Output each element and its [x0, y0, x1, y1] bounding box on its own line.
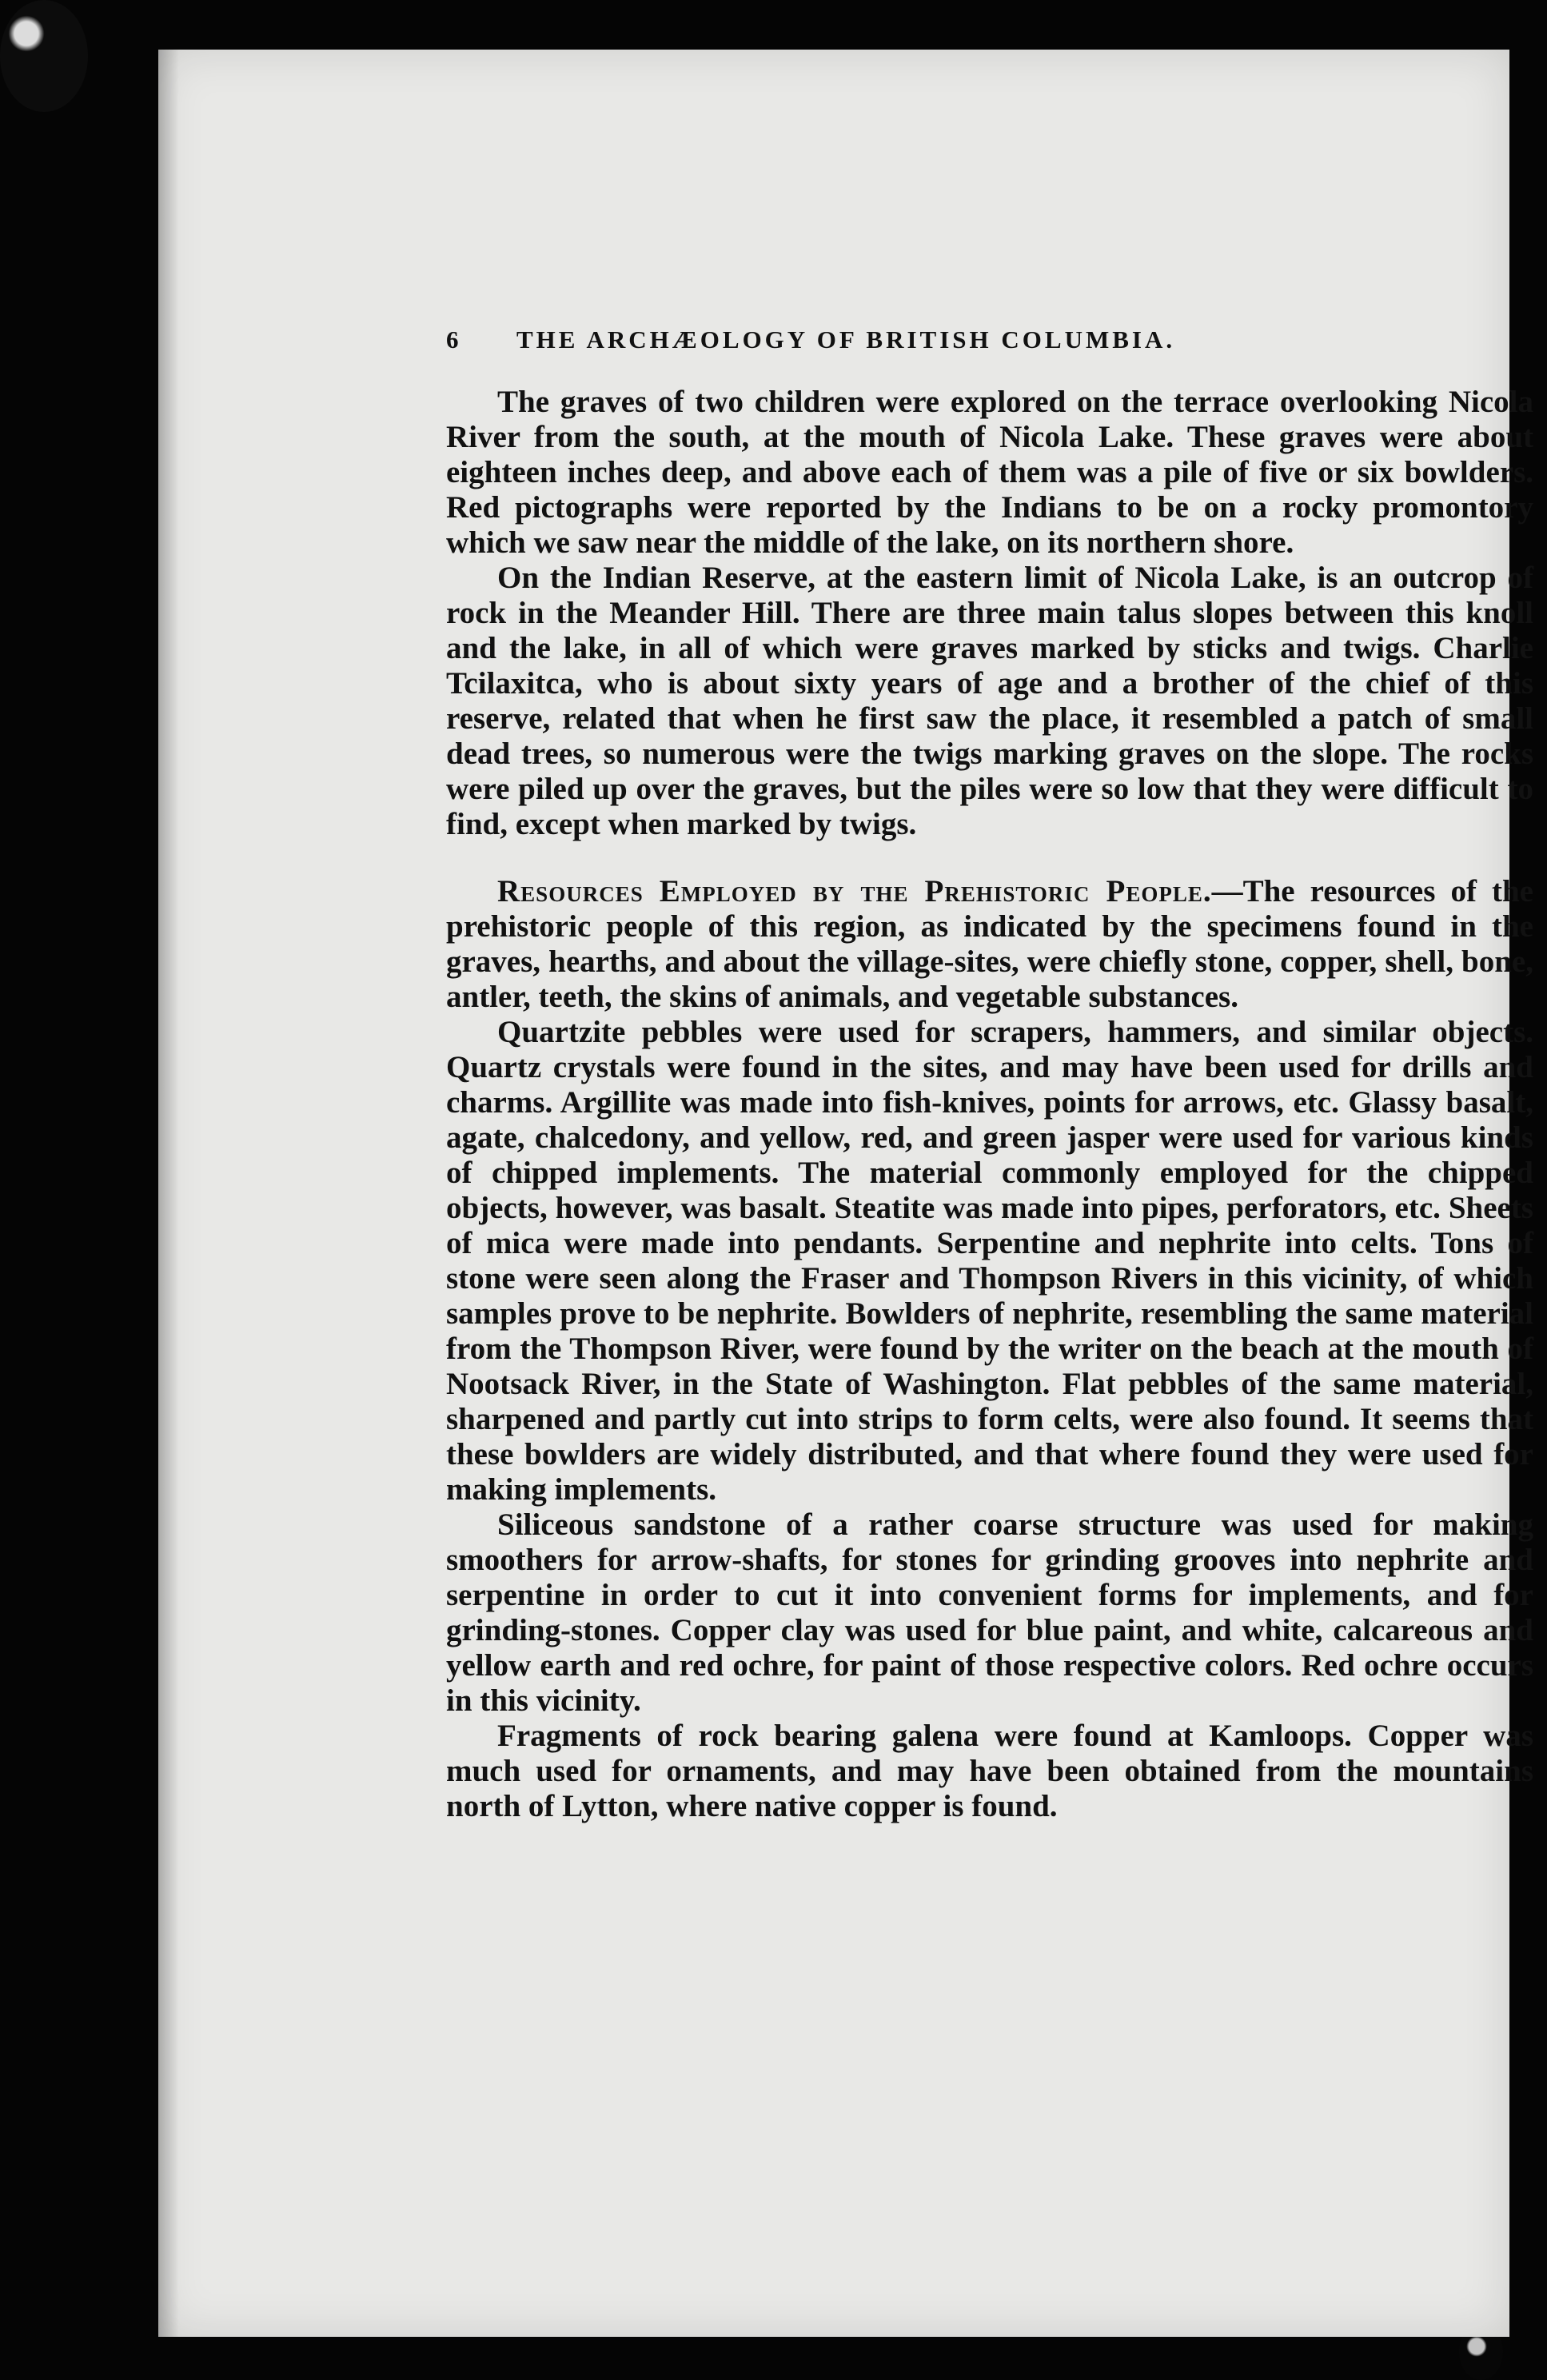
paragraph-2: On the Indian Reserve, at the eastern limit of Nicola Lake, is an outcrop of rock in the Meander Hill. There are three main talus slopes between this knoll and the lake, in all of which were graves marked by sticks and twigs. Charlie Tcilaxitca, who is about sixty years of age and a brother of the chief of this reserve, related that when he first saw the place, it resembled a patch of small dead trees, so numerous were the twigs marking graves on the slope. The rocks were piled up over the graves, but the piles were so low that they were difficult to find, except when marked by twigs.: [446, 561, 1533, 841]
paragraph-6: Fragments of rock bearing galena were found at Kamloops. Copper was much used for ornaments, and may have been obtained from the mountains north of Lytton, where native copper is found.: [446, 1719, 1533, 1823]
page-number: 6: [446, 325, 459, 353]
section-paragraph: [446, 874, 1533, 1015]
document-page: [158, 50, 1533, 2337]
running-header: [446, 325, 1533, 354]
page-text: [446, 325, 1533, 1824]
paragraph-1: The graves of two children were explored on the terrace overlooking Nicola River from the south, at the mouth of Nicola Lake. These graves were about eighteen inches deep, and above each of them was a pile of five or six bowlders. Red pictographs were reported by the Indians to be on a rocky promontory which we saw near the middle of the lake, on its northern shore.: [446, 385, 1533, 560]
paragraph-5: Siliceous sandstone of a rather coarse structure was used for making smoothers for arrow-shafts, for stones for grinding grooves into nephrite and serpentine in order to cut it into convenient forms for implements, and for grinding-stones. Copper clay was used for blue paint, and white, calcareous and yellow earth and red ochre, for paint of those respective colors. Red ochre occurs in this vicinity.: [446, 1507, 1533, 1718]
running-title: THE ARCHÆOLOGY OF BRITISH COLUMBIA.: [516, 325, 1176, 353]
paragraph-4: Quartzite pebbles were used for scrapers, hammers, and similar objects. Quartz crystals were found in the sites, and may have been used for drills and charms. Argillite was made into fish-knives, points for arrows, etc. Glassy basalt, agate, chalcedony, and yellow, red, and green jasper were used for various kinds of chipped implements. The material commonly employed for the chipped objects, however, was basalt. Steatite was made into pipes, perforators, etc. Sheets of mica were made into pendants. Serpentine and nephrite into celts. Tons of stone were seen along the Fraser and Thompson Rivers in this vicinity, of which samples prove to be nephrite. Bowlders of nephrite, resembling the same material from the Thompson River, were found by the writer on the beach at the mouth of Nootsack River, in the State of Washington. Flat pebbles of the same material, sharpened and partly cut into strips to form celts, were also found. It seems that these bowlders are widely distributed, and that where found they were used for making implements.: [446, 1015, 1533, 1507]
section-heading: Resources Employed by the Prehistoric People.: [497, 874, 1212, 908]
section-spacing: [446, 842, 1533, 874]
scan-damage-mark: [0, 0, 88, 112]
section-paragraph-text: —The resources of the prehistoric people of this region, as indicated by the specimens found in the graves, hearths, and about the village-sites, were chiefly stone, copper, shell, bone, antler, teeth, the skins of animals, and vegetable substances.: [446, 874, 1533, 1014]
page-edge-shadow: [158, 50, 179, 2337]
